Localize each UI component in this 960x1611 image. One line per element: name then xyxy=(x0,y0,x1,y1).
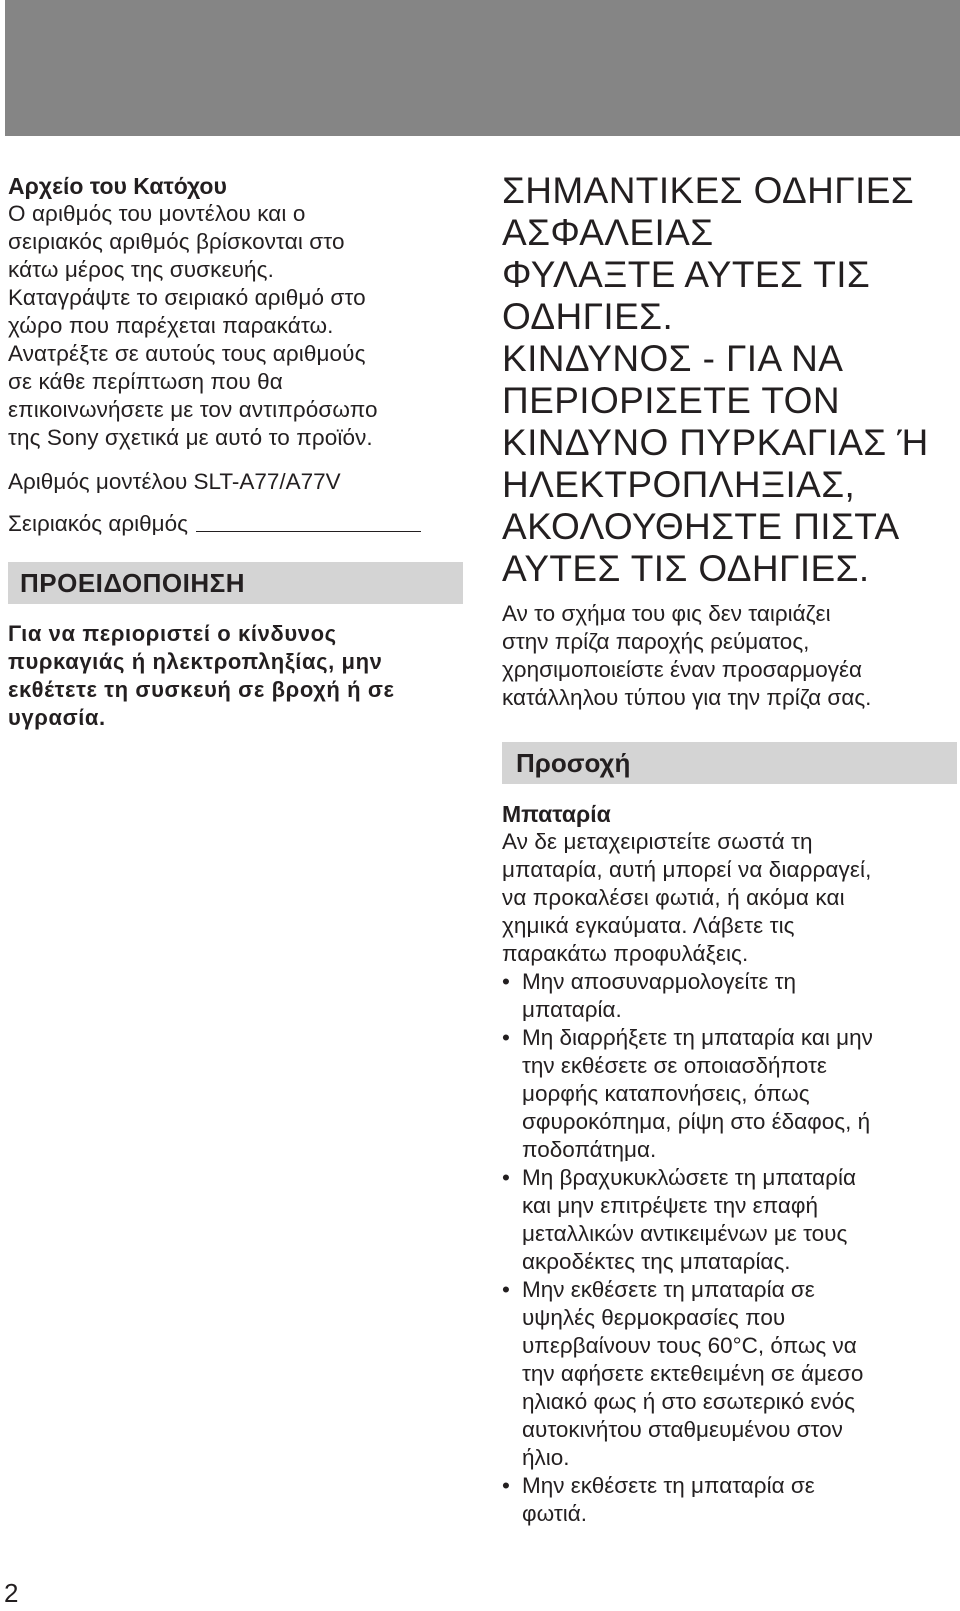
safety-heading-line: ΣΗΜΑΝΤΙΚΕΣ ΟΔΗΓΙΕΣ xyxy=(502,170,915,211)
owner-record-line: Ο αριθμός του μοντέλου και ο xyxy=(8,201,306,226)
safety-heading-line: ΟΔΗΓΙΕΣ. xyxy=(502,296,674,337)
list-item xyxy=(502,1164,957,1276)
list-item-line: την εκθέσετε σε οποιασδήποτε xyxy=(522,1053,827,1078)
list-item-line: ηλιακό φως ή στο εσωτερικό ενός xyxy=(522,1389,856,1414)
battery-intro-line: παρακάτω προφυλάξεις. xyxy=(502,941,749,966)
warning-box xyxy=(8,562,463,604)
safety-heading-line: ΑΥΤΕΣ ΤΙΣ ΟΔΗΓΙΕΣ. xyxy=(502,548,870,589)
caution-box xyxy=(502,742,957,784)
owner-record-line: χώρο που παρέχεται παρακάτω. xyxy=(8,313,334,338)
battery-intro-line: να προκαλέσει φωτιά, ή ακόμα και xyxy=(502,885,845,910)
safety-heading xyxy=(502,170,957,590)
list-item-line: μπαταρία. xyxy=(522,997,622,1022)
owner-record-line: κάτω μέρος της συσκευής. xyxy=(8,257,274,282)
page-number: 2 xyxy=(4,1578,19,1608)
list-item-line: Μη διαρρήξετε τη μπαταρία και μην xyxy=(522,1025,873,1050)
warning-text xyxy=(8,620,463,732)
warning-line: Για να περιοριστεί ο κίνδυνος xyxy=(8,621,337,646)
battery-precautions-list xyxy=(502,968,957,1528)
battery-intro-line: χημικά εγκαύματα. Λάβετε τις xyxy=(502,913,795,938)
bullet-icon: • xyxy=(502,1277,510,1302)
list-item-line: μορφής καταπονήσεις, όπως xyxy=(522,1081,810,1106)
bullet-icon: • xyxy=(502,1473,510,1498)
plug-adapter-line: στην πρίζα παροχής ρεύματος, xyxy=(502,629,810,654)
owner-record-line: Καταγράψτε το σειριακό αριθμό στο xyxy=(8,285,366,310)
owner-record-text xyxy=(8,200,463,452)
warning-line: πυρκαγιάς ή ηλεκτροπληξίας, μην xyxy=(8,649,383,674)
safety-heading-line: ΑΚΟΛΟΥΘΗΣΤΕ ΠΙΣΤΑ xyxy=(502,506,900,547)
left-column xyxy=(8,172,463,732)
safety-heading-line: ΠΕΡΙΟΡΙΣΕΤΕ ΤΟΝ xyxy=(502,380,840,421)
list-item-line: υψηλές θερμοκρασίες που xyxy=(522,1305,786,1330)
owner-record-line: σειριακός αριθμός βρίσκονται στο xyxy=(8,229,345,254)
owner-record-line: της Sony σχετικά με αυτό το προϊόν. xyxy=(8,425,373,450)
bullet-icon: • xyxy=(502,969,510,994)
owner-record-heading: Αρχείο του Κατόχου xyxy=(8,173,227,199)
plug-adapter-line: Αν το σχήμα του φις δεν ταιριάζει xyxy=(502,601,831,626)
list-item xyxy=(502,1276,957,1472)
bullet-icon: • xyxy=(502,1025,510,1050)
list-item-line: Μην αποσυναρμολογείτε τη xyxy=(522,969,797,994)
list-item-line: την αφήσετε εκτεθειμένη σε άμεσο xyxy=(522,1361,864,1386)
list-item-line: ήλιο. xyxy=(522,1445,570,1470)
list-item-line: ακροδέκτες της μπαταρίας. xyxy=(522,1249,791,1274)
safety-heading-line: ΗΛΕΚΤΡΟΠΛΗΞΙΑΣ, xyxy=(502,464,856,505)
owner-record-line: επικοινωνήσετε με τον αντιπρόσωπο xyxy=(8,397,378,422)
owner-record-line: σε κάθε περίπτωση που θα xyxy=(8,369,283,394)
owner-record-line: Ανατρέξτε σε αυτούς τους αριθμούς xyxy=(8,341,366,366)
list-item xyxy=(502,1472,957,1528)
list-item-line: φωτιά. xyxy=(522,1501,587,1526)
battery-intro-line: μπαταρία, αυτή μπορεί να διαρραγεί, xyxy=(502,857,872,882)
safety-heading-line: ΦΥΛΑΞΤΕ ΑΥΤΕΣ ΤΙΣ xyxy=(502,254,871,295)
list-item-line: αυτοκινήτου σταθμευμένου στον xyxy=(522,1417,843,1442)
serial-number-label: Σειριακός αριθμός xyxy=(8,511,188,536)
list-item xyxy=(502,968,957,1024)
warning-title: ΠΡΟΕΙΔΟΠΟΙΗΣΗ xyxy=(20,567,245,598)
list-item xyxy=(502,1024,957,1164)
bullet-icon: • xyxy=(502,1165,510,1190)
list-item-line: σφυροκόπημα, ρίψη στο έδαφος, ή xyxy=(522,1109,871,1134)
list-item-line: Μη βραχυκυκλώσετε τη μπαταρία xyxy=(522,1165,856,1190)
plug-adapter-text xyxy=(502,600,957,712)
safety-heading-line: ΚΙΝΔΥΝΟΣ - ΓΙΑ ΝΑ xyxy=(502,338,844,379)
safety-heading-line: ΑΣΦΑΛΕΙΑΣ xyxy=(502,212,714,253)
caution-title: Προσοχή xyxy=(516,747,631,778)
list-item-line: μεταλλικών αντικειμένων με τους xyxy=(522,1221,848,1246)
header-band xyxy=(5,0,960,136)
list-item-line: υπερβαίνουν τους 60°C, όπως να xyxy=(522,1333,857,1358)
plug-adapter-line: χρησιμοποιείστε έναν προσαρμογέα xyxy=(502,657,863,682)
serial-number-row xyxy=(8,510,463,538)
list-item-line: και μην επιτρέψετε την επαφή xyxy=(522,1193,818,1218)
right-column xyxy=(502,170,957,1528)
safety-heading-line: ΚΙΝΔΥΝΟ ΠΥΡΚΑΓΙΑΣ Ή xyxy=(502,422,929,463)
model-number: Αριθμός μοντέλου SLT-A77/A77V xyxy=(8,469,341,494)
battery-heading: Μπαταρία xyxy=(502,801,611,827)
list-item-line: ποδοπάτημα. xyxy=(522,1137,657,1162)
warning-line: εκθέτετε τη συσκευή σε βροχή ή σε xyxy=(8,677,395,702)
serial-number-blank xyxy=(196,531,421,532)
warning-line: υγρασία. xyxy=(8,705,106,730)
battery-intro-line: Αν δε μεταχειριστείτε σωστά τη xyxy=(502,829,813,854)
list-item-line: Μην εκθέσετε τη μπαταρία σε xyxy=(522,1473,815,1498)
list-item-line: Μην εκθέσετε τη μπαταρία σε xyxy=(522,1277,815,1302)
plug-adapter-line: κατάλληλου τύπου για την πρίζα σας. xyxy=(502,685,872,710)
battery-intro xyxy=(502,828,957,968)
